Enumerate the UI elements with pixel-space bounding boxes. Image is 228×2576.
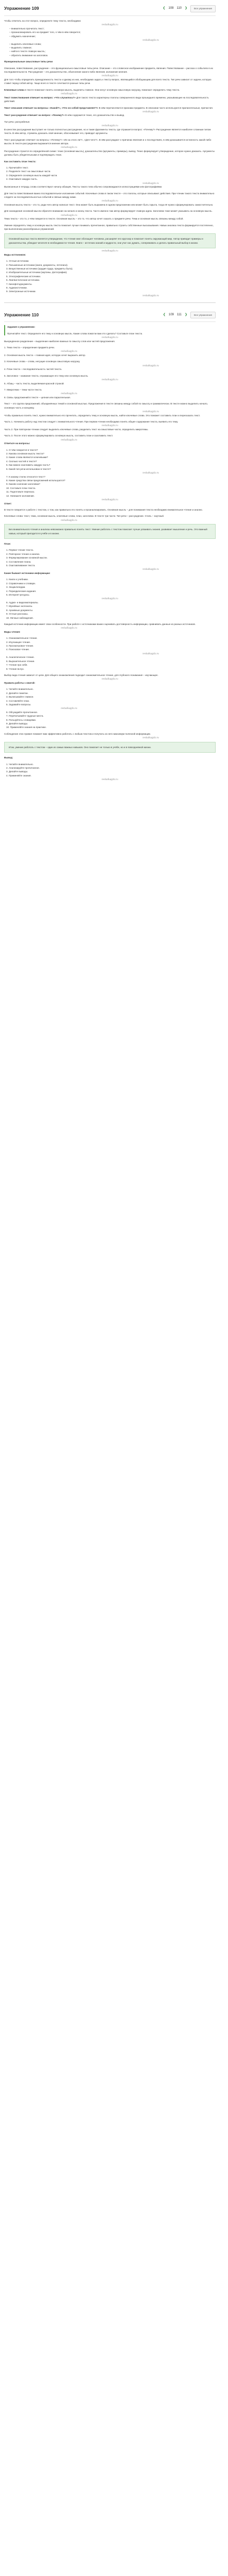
list-item: 5. Интернет-ресурсы.: [6, 594, 30, 596]
exercise-header: [4, 0, 216, 14]
list-item: 5. Задавайте вопросы.: [6, 703, 31, 706]
type-heading: Тип речи: рассуждение.: [4, 120, 30, 123]
watermark: reshalkagdz.ru: [142, 410, 159, 414]
rules-heading: Правила работы с книгой:: [4, 681, 36, 684]
paragraph: Умение определять тему и основную мысль текста помогает лучше понимать прочитанное, правильно строить собственные высказывания. Навык анализа текста формируется постепенно, при выполнении разнообразных упражнений.: [4, 224, 214, 231]
divider: [4, 321, 216, 322]
questions-list-2: [4, 475, 216, 498]
watermark: reshalkagdz.ru: [142, 39, 159, 42]
question-heading: Текст рассуждения отвечает на вопрос: «Почему?»: [4, 114, 65, 117]
paragraph: 4. План текста – последовательность частей текста.: [4, 368, 62, 371]
question-heading: Текст повествования отвечает на вопрос: «Что случилось?»: [4, 96, 76, 99]
sources-heading: Какие бывают источники информации:: [4, 571, 51, 574]
paragraph: В тексте говорится о работе с текстом, о том, как правильно его понять и проанализировать. Основная мысль – для понимания текста необходимо внимательное чтение и анализ.: [4, 508, 203, 511]
list-item: 6. Лингвистические источники.: [6, 279, 40, 282]
prev-exercise-link[interactable]: 108: [168, 7, 174, 10]
watermark: reshalkagdz.ru: [102, 336, 118, 340]
paragraph: Вынужденное разделение – выделение наиболее важных по смыслу слов или частей предложения.: [4, 340, 116, 343]
watermark: reshalkagdz.ru: [142, 736, 159, 740]
watermark: reshalkagdz.ru: [142, 471, 159, 475]
list-item: 2. Изучающее чтение.: [6, 640, 31, 643]
prev-exercise-link[interactable]: 109: [168, 313, 174, 316]
paragraph: [4, 106, 216, 110]
plan-heading: План:: [4, 543, 11, 546]
list-item: 6. Выразительное чтение.: [6, 659, 35, 663]
answer-text: Без внимательного чтения и анализа невозможно правильно понять текст. Умение работать с текстом помогает лучше усваивать знания, развивает мышление и речь. Это важный навык, который пригодится в учёбе и в жизни.: [9, 528, 207, 535]
list-item: – найти в тексте главную мысль;: [9, 50, 45, 53]
paragraph: Тема текста – это то, о чём говорится в тексте. Основная мысль – это то, что автор хочет сказать о предмете речи. Тема и основная мысль связаны между собой.: [4, 217, 184, 221]
watermark: reshalkagdz.ru: [102, 424, 118, 428]
watermark: reshalkagdz.ru: [61, 350, 77, 353]
final-heading: Вывод:: [4, 756, 13, 759]
list-item: 7. К какому стилю относится текст?: [6, 475, 45, 478]
final-list: [4, 762, 216, 778]
paragraph: Для того чтобы определить принадлежность текста к одному из них, необходимо задать к тексту вопрос, являющийся обобщающим для всего текста. Тип речи зависит от задачи, которую ставит перед собой автор. Чаще всего в тексте сочетаются разные типы речи.: [4, 78, 211, 85]
watermark: reshalkagdz.ru: [61, 438, 77, 442]
chevron-right-icon[interactable]: ❯: [185, 7, 188, 10]
list-item: 2. Какова основная мысль текста?: [6, 452, 44, 455]
paragraph: Ключевые слова: текст, тема, основная мысль, ключевые слова, план, заголовок. В тексте три части. Тип речи – рассуждение. Стиль – научный.: [4, 515, 165, 518]
list-item: 6. Аудио- и видеоматериалы.: [6, 601, 39, 604]
intro-list-2: [4, 42, 216, 58]
answer-text: Итак, умение работать с текстом – один из самых важных навыков. Оно помогает не только в учёбе, но и в повседневной жизни.: [9, 745, 151, 749]
list-item: 3. Энциклопедии.: [6, 586, 26, 589]
list-item: 11. Подготовьте пересказ.: [6, 490, 35, 494]
list-item: 7. Перечитывайте трудные места.: [6, 715, 44, 718]
paragraph: [4, 96, 216, 104]
exercise-header: [4, 306, 216, 320]
all-exercises-button[interactable]: Все упражнения: [190, 312, 216, 318]
divider: [4, 15, 216, 16]
question-heading: Текст описания отвечает на вопросы: «Какой?», «Что он собой представляет?»: [4, 106, 99, 109]
list-item: 4. Составляйте план.: [6, 699, 30, 702]
answer-box: [4, 233, 216, 248]
list-item: 4. Озаглавьте каждую часть.: [6, 178, 38, 181]
questions-heading: Ответьте на вопросы:: [4, 442, 30, 445]
paragraph: Чтобы правильно понять текст, нужно внимательно его прочитать, определить тему и основную мысль, найти ключевые слова. Это поможет составить план и пересказать текст.: [4, 414, 201, 417]
paragraph: Выбор вида чтения зависит от цели. Для общего ознакомления подходит ознакомительное чтение, для глубокого понимания – изучающее.: [4, 674, 158, 676]
list-item: 2. Справочники и словари.: [6, 582, 36, 585]
list-item: 10. Применяйте знания на практике.: [6, 726, 46, 729]
list-item: 9. Каково значение заголовка?: [6, 483, 40, 486]
reading-list: [4, 636, 216, 652]
paragraph: 7. Микротема – тема части текста.: [4, 388, 42, 391]
intro-text: Чтобы ответить на этот вопрос, определите тему текста, необходимо:: [4, 20, 82, 22]
list-item: 8. Пользуйтесь словарями.: [6, 718, 36, 721]
paragraph: Описание, повествование, рассуждение – это функционально-смысловые типы речи. Описание – это словесное изображение предмета, явления. Повествование – рассказ о событиях в их последовательности. Рассуждение – это доказательство, объяснение какого-либо явления, изложение мнения.: [4, 66, 213, 74]
list-item: 3. Вещественные источники (орудия труда, предметы быта).: [6, 267, 73, 270]
plan-list: [4, 548, 216, 567]
exercise-nav: [163, 5, 216, 12]
list-item: – выделить главное;: [9, 46, 32, 49]
paragraph: [4, 88, 216, 92]
rules-list: [4, 687, 216, 706]
paragraph: 6. Абзац – часть текста, выделяемая красной строкой.: [4, 382, 64, 385]
paragraph: Для текста повествования важно последовательное изложение событий. Ключевые слова в таком тексте – это глаголы, которые описывают действия. При чтении такого текста внимательно следите за последовательностью событий и связью между ними.: [4, 192, 215, 198]
list-item: 3. Определите основную мысль каждой части.: [6, 174, 58, 177]
watermark: reshalkagdz.ru: [142, 568, 159, 571]
list-item: – обдумать назначение;: [9, 35, 36, 38]
paragraph: Текст – это группа предложений, объединённых темой и основной мыслью. Предложения в тексте связаны между собой по смыслу и грамматически. В тексте можно выделить начало, основную часть и концовку.: [4, 402, 208, 409]
list-item: – проанализировать его на предмет того, о чём в нём говорится;: [9, 31, 81, 34]
list-item: 1. Ознакомительное чтение.: [6, 637, 38, 640]
chevron-left-icon[interactable]: ❮: [162, 7, 166, 10]
paragraph: Часть 1. Начинать работу над текстом следует с внимательного чтения. При первом чтении необходимо понять общее содержание текста, выявить его тему.: [4, 420, 178, 423]
list-item: 2. Делайте пометки.: [6, 691, 28, 694]
intro-list: [4, 27, 216, 38]
list-item: 9. Делайте выводы.: [6, 722, 28, 725]
watermark: reshalkagdz.ru: [102, 124, 118, 128]
list-item: 10. Составьте план текста.: [6, 486, 36, 489]
paragraph: 5. Заголовок – название текста, отражающее его тему или основную мысль.: [4, 374, 89, 377]
key-label: Ключевые слова: [4, 88, 24, 91]
answer-heading: Ответ:: [4, 502, 12, 505]
chevron-right-icon[interactable]: ❯: [185, 313, 188, 316]
all-exercises-button[interactable]: Все упражнения: [190, 5, 216, 12]
list-item: 4. Периодические издания.: [6, 589, 37, 592]
paragraph: Соблюдение этих правил поможет вам эффективно работать с любым текстом и получать из него максимум полезной информации.: [4, 732, 151, 735]
list-item: 12. Напишите изложение.: [6, 494, 35, 497]
list-item: 2. Письменные источники (книги, документы, летописи).: [6, 263, 68, 266]
list-item: 6. Какой тип речи использован в тексте?: [6, 467, 51, 470]
watermark: reshalkagdz.ru: [142, 294, 159, 297]
watermark: reshalkagdz.ru: [102, 597, 118, 601]
answer-box: [4, 742, 216, 753]
list-item: 8. Архивные документы.: [6, 608, 34, 612]
list-item: 8. Аудиоисточники.: [6, 286, 27, 289]
list-item: 1. Читайте внимательно.: [6, 762, 34, 766]
list-item: 2. Анализируйте прочитанное.: [6, 767, 40, 769]
watermark: reshalkagdz.ru: [102, 249, 118, 253]
paragraph: В качестве рассуждения выступает не только полностью рассуждение, но и такие фрагменты текста, где отражается вопрос: «Почему?» Рассуждение является наиболее сложным типом текста. В нём автор, стремясь доказать своё мнение, обосновывает его, приводит аргументы.: [4, 128, 211, 135]
paragraph: Часть 2. При повторном чтении следует выделить ключевые слова, разделить текст на смысловые части, определить микротемы.: [4, 428, 149, 431]
divider: [4, 302, 216, 303]
task-heading: Задание к упражнению:: [7, 326, 36, 329]
watermark: reshalkagdz.ru: [61, 392, 77, 396]
watermark: reshalkagdz.ru: [61, 707, 77, 710]
watermark: reshalkagdz.ru: [102, 778, 118, 782]
watermark: reshalkagdz.ru: [142, 652, 159, 655]
list-item: 10. Личные наблюдения.: [6, 616, 34, 619]
paragraph: Текст рассуждение отвечает на вопросы: «Почему?» «Из-за этого ли?», «Для чего?». В нём рассуждают о причинах явления и о последствиях, в нём доказывается истинность какой-либо мысли. В тексте-рассуждении выражается мнение автора.: [4, 138, 211, 145]
exercise-title: Упражнение 109: [4, 6, 39, 11]
answer-box: [4, 524, 216, 539]
watermark: reshalkagdz.ru: [61, 518, 77, 522]
list-item: 9. Устные рассказы.: [6, 613, 28, 616]
how-list: [4, 166, 216, 181]
list-item: 2. Повторное чтение и анализ.: [6, 552, 40, 555]
list-item: 5. Этнографические источники.: [6, 275, 41, 278]
sources-list-2: [4, 601, 216, 620]
list-item: 4. Составление плана.: [6, 560, 31, 563]
watermark: reshalkagdz.ru: [61, 626, 77, 630]
watermark: reshalkagdz.ru: [102, 23, 118, 27]
list-item: 9. Электронные источники.: [6, 290, 36, 293]
list-item: 6. Обсуждайте прочитанное.: [6, 710, 38, 714]
list-item: 4. Сколько частей в тексте?: [6, 460, 37, 463]
task-block: [4, 325, 216, 335]
questions-list: [4, 448, 216, 471]
watermark: reshalkagdz.ru: [61, 92, 77, 96]
list-item: 3. Выписывайте главное.: [6, 696, 34, 699]
paragraph: Рассуждение строится по определённой схеме: тезис (основная мысль), доказательство (аргументы, примеры), вывод. Тезис формулирует утверждение, которое нужно доказать. Аргументы должны быть убедительными и подтверждать тезис.: [4, 149, 215, 157]
list-item: – выделить ключевые слова;: [9, 42, 42, 45]
paragraph: 3. Ключевые слова – слова, несущие основную смысловую нагрузку.: [4, 360, 80, 363]
chevron-left-icon[interactable]: ❮: [162, 313, 166, 316]
paragraph: 8. Связь предложений в тексте – цепная или параллельная.: [4, 396, 71, 399]
exercise-nav: [163, 312, 216, 318]
question-text: Для такого текста характерны глаголы совершенного вида прошедшего времени, указывающие на последовательность действий.: [4, 96, 209, 103]
watermark: reshalkagdz.ru: [61, 146, 77, 149]
list-item: – внимательно прочитать текст;: [9, 27, 44, 30]
watermark: reshalkagdz.ru: [142, 110, 159, 113]
list-item: 3. Какие слова являются ключевыми?: [6, 456, 48, 459]
views-list: [4, 259, 216, 294]
list-item: 3. Формулирование основной мысли.: [6, 556, 47, 560]
watermark: reshalkagdz.ru: [142, 181, 159, 185]
exercise-title: Упражнение 110: [4, 312, 39, 317]
list-item: 1. Читайте внимательно.: [6, 688, 34, 691]
list-item: 3. Просмотровое чтение.: [6, 645, 34, 648]
how-heading: Как составить план текста:: [4, 160, 36, 163]
task-text: Прочитайте текст. Определите его тему и основную мысль. Какие слова помогли вам это сделать? Составьте план текста.: [7, 332, 143, 335]
question-text: В нём содержится тезис, его доказательство и вывод.: [65, 114, 125, 117]
watermark: reshalkagdz.ru: [102, 74, 118, 78]
paragraph: Выписанные в тетрадь слова соответствуют началу абзацев. Тексты такого типа обычно сопровождаются иллюстрациями или фотографиями.: [4, 185, 162, 189]
watermark: reshalkagdz.ru: [142, 364, 159, 367]
list-item: 7. Чтение про себя.: [6, 664, 28, 667]
paragraph: 2. Основная мысль текста – главная идея, которую хочет выразить автор.: [4, 353, 86, 357]
next-exercise-link[interactable]: 110: [176, 7, 182, 10]
answer-text: Основной мыслью текста является утверждение, что чтение книг обогащает человека, расширяет его кругозор и помогает понять окружающий мир. Автор приводит примеры и доказательства, убеждая читателя в необходимости чтения. Книги – источник знаний и мудрости, они учат нас думать, сопереживать и делать правильный выбор в жизни.: [9, 238, 203, 244]
list-item: 8. Какие средства связи предложений используются?: [6, 479, 66, 482]
list-item: 1. Прочитайте текст.: [6, 166, 29, 170]
sources-list: [4, 578, 216, 597]
list-item: 7. Кинофотодокументы.: [6, 282, 32, 285]
question-text: В нём перечисляются признаки предмета. В описании часто используются прилагательные, причастия.: [99, 106, 214, 109]
list-item: 5. Как можно озаглавить каждую часть?: [6, 464, 51, 467]
list-item: 2. Разделите текст на смысловые части.: [6, 170, 51, 173]
list-item: – обратить внимание на заголовок.: [9, 54, 48, 57]
next-exercise-link[interactable]: 111: [177, 313, 182, 316]
watermark: reshalkagdz.ru: [102, 498, 118, 501]
paragraph: Для нахождения основной мысли обратите внимание на начало и конец текста. Часто именно там автор формулирует главную идею. Заголовок тоже может указывать на основную мысль.: [4, 210, 213, 213]
section-heading: Функциональные смысловые типы речи: [4, 60, 53, 63]
list-item: 3. Делайте выводы.: [6, 770, 28, 773]
watermark: reshalkagdz.ru: [102, 378, 118, 382]
list-item: 1. Книги и учебники.: [6, 578, 29, 581]
list-item: 5. Озаглавливание текста.: [6, 564, 36, 567]
watermark: reshalkagdz.ru: [102, 199, 118, 203]
views-heading: Виды источников:: [4, 253, 26, 256]
reading-heading: Виды чтения:: [4, 630, 21, 633]
watermark: reshalkagdz.ru: [61, 213, 77, 217]
list-item: 5. Аналитическое чтение.: [6, 656, 35, 659]
list-item: 7. Музейные экспонаты.: [6, 605, 33, 608]
paragraph: 1. Тема текста – определение предмета речи.: [4, 346, 55, 349]
paragraph: Основная мысль текста – это то, ради чего автор написал текст. Она может быть выражена в одном предложении или может быть скрыта, тогда её нужно сформулировать самостоятельно.: [4, 203, 214, 206]
paragraph: Часть 3. После этого можно сформулировать основную мысль, составить план и озаглавить текст.: [4, 434, 113, 437]
list-item: 1. О чём говорится в тексте?: [6, 448, 38, 451]
list-item: 4. Применяйте знания.: [6, 774, 31, 777]
rules-list-2: [4, 710, 216, 730]
paragraph: Каждый источник информации имеет свои особенности. При работе с источниками важно оценивать достоверность информации, сравнивать данные из разных источников.: [4, 622, 196, 625]
list-item: 1. Устные источники.: [6, 260, 29, 263]
list-item: 1. Первое чтение текста.: [6, 549, 34, 552]
list-item: 8. Чтение вслух.: [6, 667, 24, 670]
watermark: reshalkagdz.ru: [102, 677, 118, 681]
list-item: 4. Изобразительные источники (картины, фотографии).: [6, 271, 68, 274]
list-item: 4. Поисковое чтение.: [6, 648, 30, 651]
key-text: в тексте помогают понять основную мысль, выделить главное. Они несут основную смысловую нагрузку, помогают определить тему текста.: [25, 88, 180, 91]
